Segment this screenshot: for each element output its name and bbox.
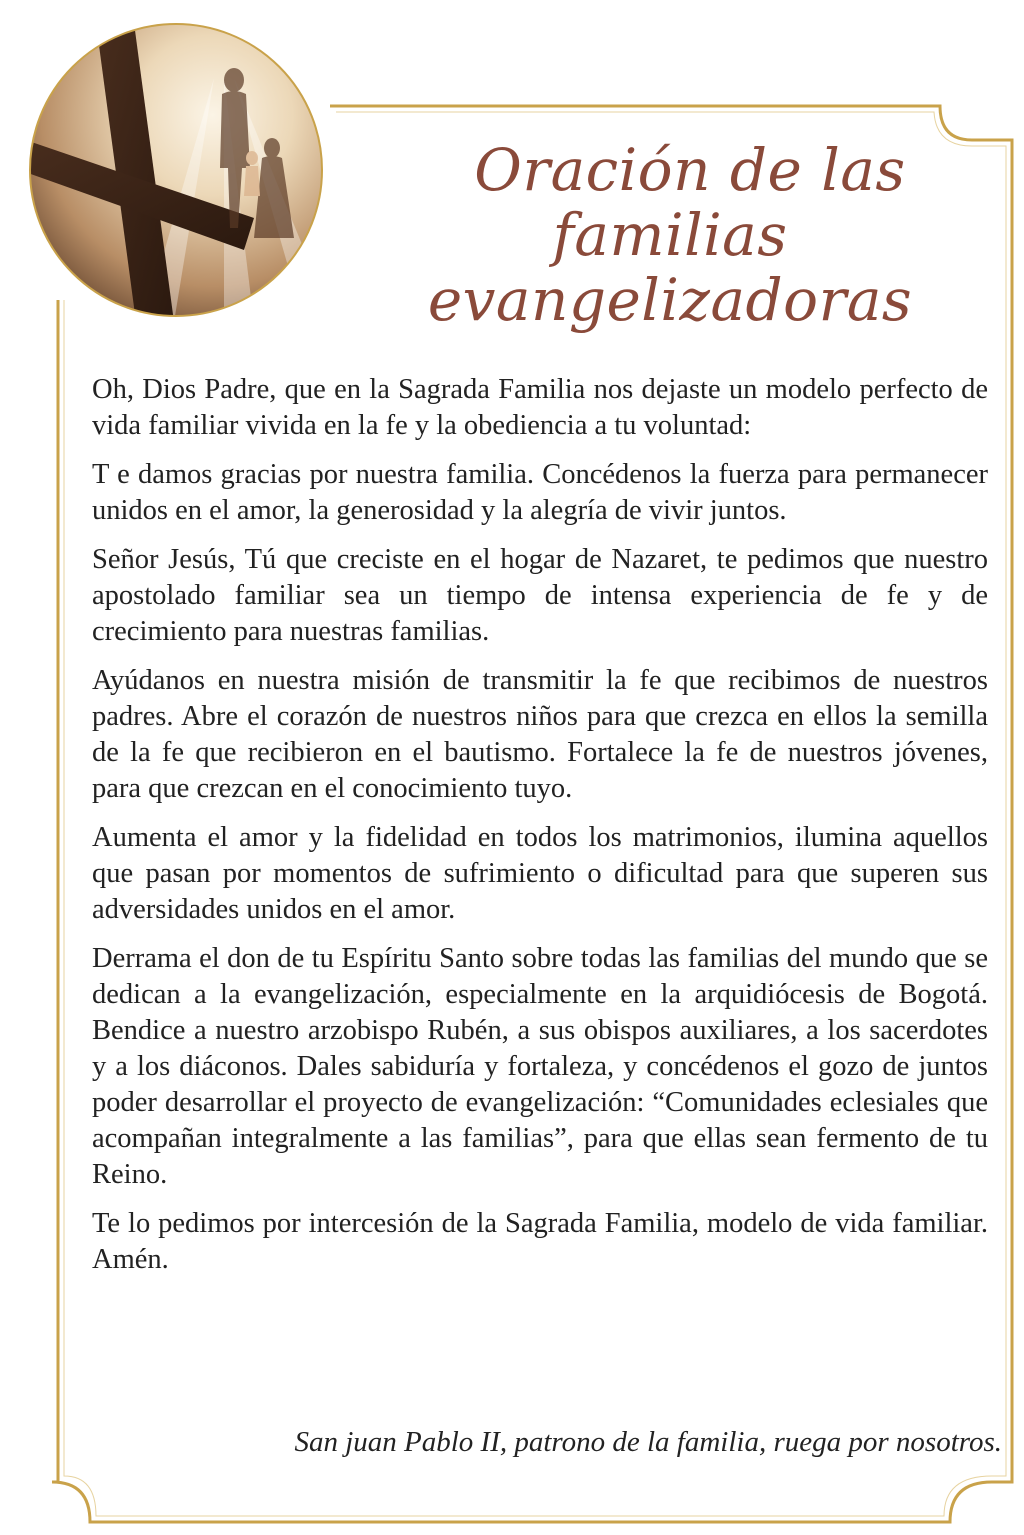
title-line-1: Oración de las [474,136,906,204]
prayer-paragraph-2: T e damos gracias por nuestra familia. Concédenos la fuerza para permanecer unidos en el amor, la generosidad y la alegría de vivir juntos. [92,459,988,526]
prayer-paragraph-1: Oh, Dios Padre, que en la Sagrada Familia nos dejaste un modelo perfecto de vida familiar vivida en la fe y la obediencia a tu voluntad: [92,374,988,441]
prayer-body [92,372,988,1291]
page-title [360,138,980,333]
cross-family-medallion [24,18,328,322]
prayer-paragraph-5: Aumenta el amor y la fidelidad en todos los matrimonios, ilumina aquellos que pasan por momentos de sufrimiento o dificultad para que superen sus adversidades unidos en el amor. [92,822,988,925]
closing-invocation: San juan Pablo II, patrono de la familia, ruega por nosotros. [294,1426,1002,1458]
prayer-paragraph-4: Ayúdanos en nuestra misión de transmitir la fe que recibimos de nuestros padres. Abre el corazón de nuestros niños para que crezca en ellos la semilla de la fe que recibieron en el bautismo. Fortalece la fe de nuestros jóvenes, para que crezcan en el conocimiento tuyo. [92,665,988,804]
prayer-paragraph-7: Te lo pedimos por intercesión de la Sagrada Familia, modelo de vida familiar. Amén. [92,1208,988,1275]
prayer-paragraph-3: Señor Jesús, Tú que creciste en el hogar de Nazaret, te pedimos que nuestro apostolado familiar sea un tiempo de intensa experiencia de fe y de crecimiento para nuestras familias. [92,544,988,647]
title-line-2: familias evangelizadoras [427,200,913,334]
prayer-paragraph-6: Derrama el don de tu Espíritu Santo sobre todas las familias del mundo que se dedican a la evangelización, especialmente en la arquidiócesis de Bogotá. Bendice a nuestro arzobispo Rubén, a sus obispos auxiliares, a los sacerdotes y a los diáconos. Dales sabiduría y fortaleza, y concédenos el gozo de juntos poder desarrollar el proyecto de evangelización: “Comunidades eclesiales que acompañan integralmente a las familias”, para que ellas sean fermento de tu Reino. [92,943,988,1190]
